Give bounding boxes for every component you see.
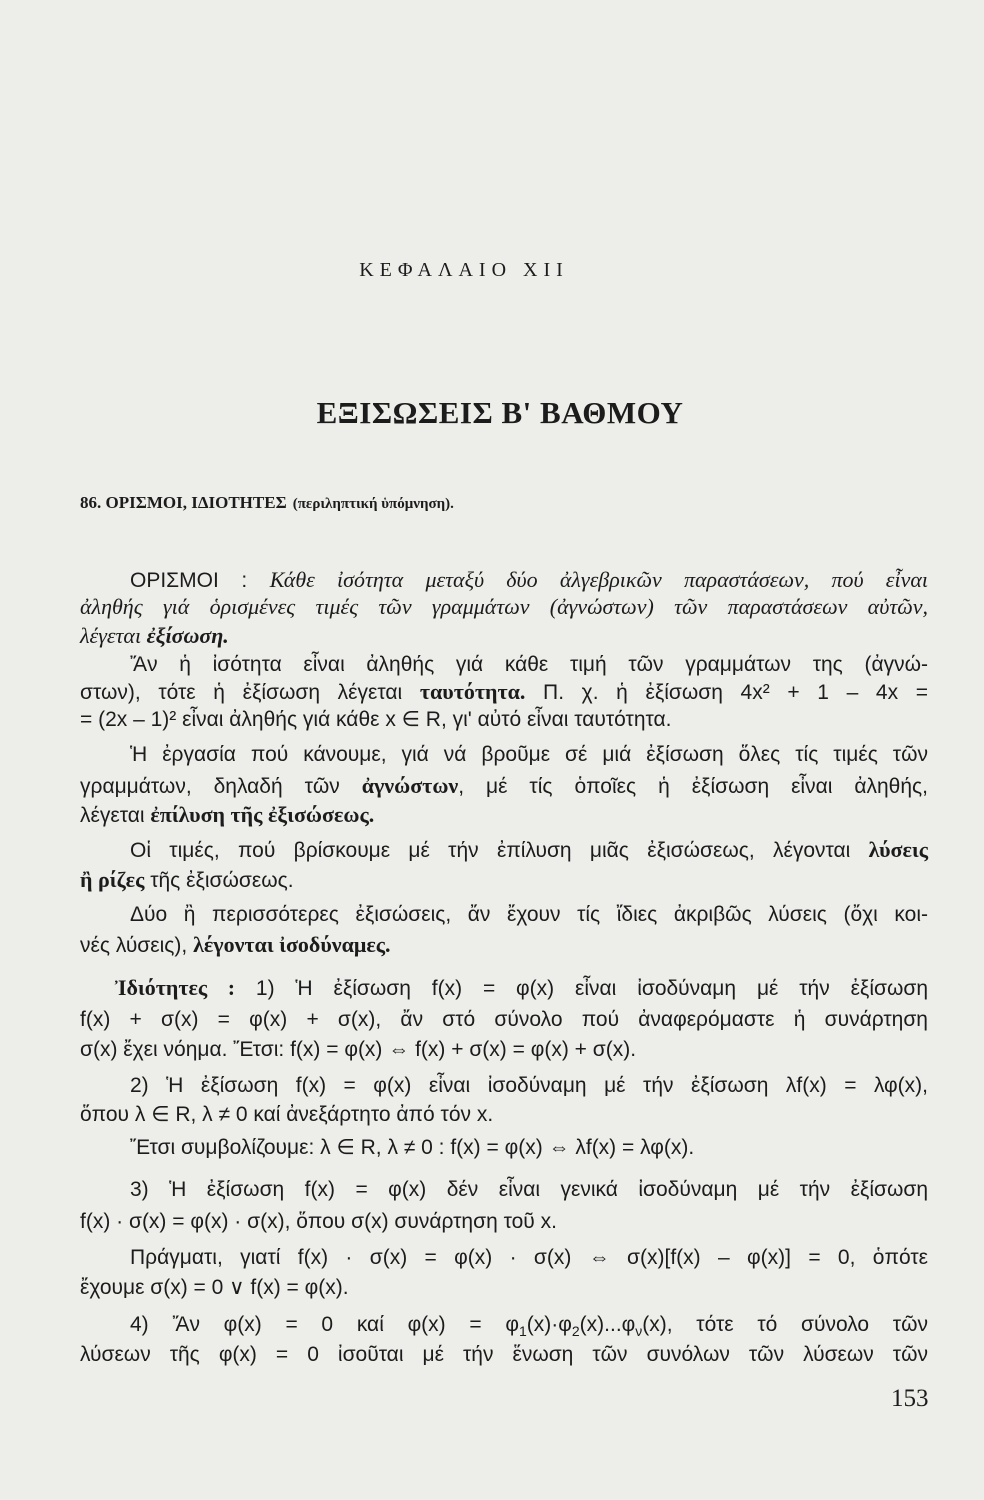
- text-line: [130, 740, 928, 770]
- text-run: f(x) + σ(x) = φ(x) + σ(x), ἄν στό σύνολο πού ἀναφερόμαστε ἡ συνάρτηση: [80, 1008, 928, 1031]
- text-run: (x), τότε τό σύνολο τῶν: [642, 1313, 929, 1336]
- text-run: = (2x – 1)² εἶναι ἀληθής γιά κάθε x ∈ R, γι' αὐτό εἶναι ταυτότητα.: [80, 708, 672, 731]
- text-line: [80, 865, 928, 895]
- text-run: 1) Ἡ ἐξίσωση f(x) = φ(x) εἶναι ἰσοδύναμη μέ τήν ἐξίσωση: [235, 977, 928, 1000]
- page-number: 153: [891, 1385, 929, 1412]
- text-line: [80, 1005, 928, 1035]
- text-line: [130, 1071, 928, 1101]
- italic-text: ἀληθής γιά ὁρισμένες τιμές τῶν γραμμάτων (ἀγνώστων) τῶν παραστάσεων αὐτῶν,: [80, 594, 928, 619]
- text-run: λύσεων τῆς φ(x) = 0 ἰσοῦται μέ τήν ἕνωση τῶν συνόλων τῶν λύσεων τῶν: [80, 1343, 928, 1366]
- text-run: Πράγματι, γιατί f(x) · σ(x) = φ(x) · σ(x) ⇔ σ(x)[f(x) – φ(x)] = 0, ὁπότε: [130, 1246, 928, 1269]
- text-run: σ(x) ἔχει νόημα. Ἔτσι: f(x) = φ(x) ⇔ f(x) + σ(x) = φ(x) + σ(x).: [80, 1038, 637, 1061]
- text-run: νές λύσεις),: [80, 934, 194, 957]
- text-run: 4) Ἄν φ(x) = 0 καί φ(x) = φ: [130, 1313, 519, 1336]
- text-line: [130, 900, 928, 930]
- text-line: [80, 705, 928, 735]
- text-line: [80, 800, 928, 830]
- term-identity: ταυτότητα.: [419, 679, 526, 704]
- section-heading: [80, 490, 454, 517]
- text-line: [130, 1243, 928, 1273]
- subscript: 1: [518, 1323, 527, 1339]
- chapter-title: ΕΞΙΣΩΣΕΙΣ Β' ΒΑΘΜΟΥ: [316, 395, 684, 430]
- term-unknowns: ἀγνώστων: [361, 773, 459, 798]
- text-line: [80, 592, 928, 622]
- definition-label: ΟΡΙΣΜΟΙ :: [130, 569, 270, 592]
- text-run: Οἱ τιμές, πού βρίσκουμε μέ τήν ἐπίλυση μιᾶς ἐξισώσεως, λέγονται: [130, 839, 869, 862]
- text-line: [80, 1100, 928, 1130]
- text-run: Π. χ. ἡ ἐξίσωση 4x² + 1 – 4x =: [525, 681, 928, 704]
- text-line: [130, 1175, 928, 1205]
- text-run: γραμμάτων, δηλαδή τῶν: [80, 775, 362, 798]
- text-run: Ἡ ἐργασία πού κάνουμε, γιά νά βροῦμε σέ μιά ἐξίσωση ὅλες τίς τιμές τῶν: [130, 743, 928, 766]
- text-run: , μέ τίς ὁποῖες ἡ ἐξίσωση εἶναι ἀληθής,: [458, 775, 928, 798]
- text-line: [80, 1207, 928, 1237]
- section-heading-title: 86. ΟΡΙΣΜΟΙ, ΙΔΙΟΤΗΤΕΣ: [80, 493, 287, 512]
- text-line: [80, 677, 928, 707]
- italic-text: Κάθε ἰσότητα μεταξύ δύο ἀλγεβρικῶν παραστάσεων, πού εἶναι: [269, 567, 928, 592]
- text-run: ἔχουμε σ(x) = 0 ∨ f(x) = φ(x).: [80, 1276, 349, 1299]
- term-solutions: λύσεις: [868, 837, 928, 862]
- text-line: [80, 621, 928, 651]
- italic-text: λέγεται: [80, 623, 147, 648]
- term-roots: ἢ ρίζες: [80, 867, 145, 892]
- text-run: τῆς ἐξισώσεως.: [144, 869, 294, 892]
- subscript: ν: [635, 1323, 643, 1339]
- term-equation: ἐξίσωση.: [146, 623, 229, 648]
- term-equivalent: λέγονται ἰσοδύναμες.: [193, 932, 391, 957]
- text-run: Ἄν ἡ ἰσότητα εἶναι ἀληθής γιά κάθε τιμή τῶν γραμμάτων της (ἀγνώ-: [130, 653, 928, 676]
- text-line: [130, 565, 928, 595]
- text-line: [130, 1133, 928, 1163]
- text-line: [80, 1340, 928, 1370]
- text-line: [130, 650, 928, 680]
- text-run: 3) Ἡ ἐξίσωση f(x) = φ(x) δέν εἶναι γενικά ἰσοδύναμη μέ τήν ἐξίσωση: [130, 1178, 928, 1201]
- text-run: Δύο ἢ περισσότερες ἐξισώσεις, ἄν ἔχουν τίς ἴδιες ἀκριβῶς λύσεις (ὄχι κοι-: [130, 903, 928, 926]
- text-line: [130, 1310, 928, 1340]
- text-run: (x)...φ: [579, 1313, 636, 1336]
- text-line: [80, 1273, 928, 1303]
- text-run: 2) Ἡ ἐξίσωση f(x) = φ(x) εἶναι ἰσοδύναμη μέ τήν ἐξίσωση λf(x) = λφ(x),: [130, 1074, 928, 1097]
- text-run: λέγεται: [80, 804, 151, 827]
- text-run: στων), τότε ἡ ἐξίσωση λέγεται: [80, 681, 420, 704]
- text-run: (x)·φ: [526, 1313, 572, 1336]
- text-run: ὅπου λ ∈ R, λ ≠ 0 καί ἀνεξάρτητο ἀπό τόν x.: [80, 1103, 494, 1126]
- text-line: [130, 835, 928, 865]
- text-line: [80, 1035, 928, 1065]
- text-line: [115, 973, 928, 1003]
- section-heading-note: (περιληπτική ὑπόμνηση).: [292, 496, 454, 512]
- text-run: Ἔτσι συμβολίζουμε: λ ∈ R, λ ≠ 0 : f(x) = φ(x) ⇔ λf(x) = λφ(x).: [130, 1136, 695, 1159]
- text-run: f(x) · σ(x) = φ(x) · σ(x), ὅπου σ(x) συνάρτηση τοῦ x.: [80, 1210, 557, 1233]
- text-line: [80, 771, 928, 801]
- subscript: 2: [571, 1323, 580, 1339]
- chapter-label: ΚΕΦΑΛΑΙΟ XII: [359, 259, 569, 281]
- text-line: [80, 930, 928, 960]
- properties-label: Ἰδιότητες :: [115, 975, 236, 1000]
- term-solving: ἐπίλυση τῆς ἐξισώσεως.: [150, 802, 375, 827]
